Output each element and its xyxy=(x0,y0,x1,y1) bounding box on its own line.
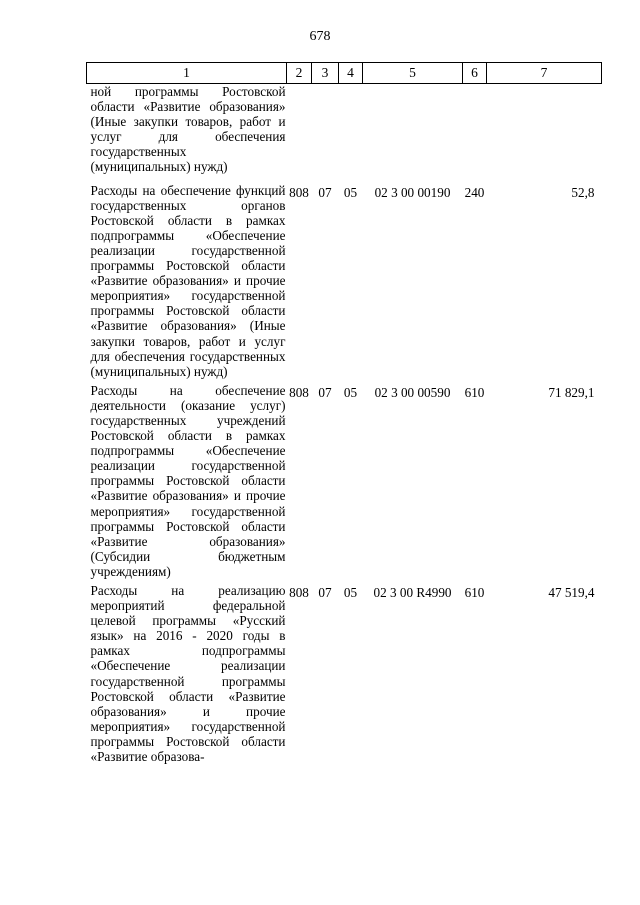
column-header-5: 5 xyxy=(363,63,463,84)
row-expense-type: 610 xyxy=(464,384,485,400)
row-subsection: 05 xyxy=(343,585,358,600)
row-target-code: 02 3 00 R4990 xyxy=(373,585,452,600)
column-header-6: 6 xyxy=(463,63,487,84)
column-header-7: 7 xyxy=(487,63,602,84)
row-section: 07 xyxy=(318,184,332,200)
table-header-row xyxy=(87,63,602,84)
row-amount: 47 519,4 xyxy=(548,585,595,600)
row-amount xyxy=(487,84,602,183)
row-grbs: 808 xyxy=(289,184,309,200)
column-header-1: 1 xyxy=(87,63,287,84)
column-header-3: 3 xyxy=(312,63,339,84)
row-target-code xyxy=(363,84,463,183)
row-section xyxy=(312,84,339,183)
budget-table xyxy=(86,62,602,768)
row-grbs xyxy=(287,84,312,183)
row-description: Расходы на обеспечение функций государственных органов Ростовской области в рамках подпрограммы «Обеспечение реализации государственной программы Ростовской области «Развитие образования» и прочие мероприятия» государственной программы Ростовской области «Развитие образования» (Иные закупки товаров, работ и услуг для обеспечения государственных (муниципальных) нужд) xyxy=(90,182,286,379)
column-header-4: 4 xyxy=(339,63,363,84)
row-amount: 52,8 xyxy=(571,184,595,200)
row-target-code: 02 3 00 00590 xyxy=(374,384,451,400)
row-expense-type xyxy=(463,84,487,183)
row-section: 07 xyxy=(318,384,332,400)
row-description: ной программы Ростовской области «Развитие образования» (Иные закупки товаров, работ и услуг для обеспечения государственных (муниципальных) нужд) xyxy=(90,84,286,175)
row-target-code: 02 3 00 00190 xyxy=(374,184,451,200)
column-header-2: 2 xyxy=(287,63,312,84)
table-row xyxy=(87,583,602,768)
row-subsection: 05 xyxy=(343,184,358,200)
row-amount: 71 829,1 xyxy=(548,384,595,400)
table-row xyxy=(87,383,602,583)
row-grbs: 808 xyxy=(289,384,309,400)
row-expense-type: 240 xyxy=(464,184,485,200)
page-number: 678 xyxy=(309,29,331,44)
table-row xyxy=(87,84,602,183)
row-subsection: 05 xyxy=(343,384,358,400)
row-subsection xyxy=(339,84,363,183)
table-row xyxy=(87,183,602,383)
row-section: 07 xyxy=(318,585,332,600)
row-description: Расходы на обеспечение деятельности (оказание услуг) государственных учреждений Ростовской области в рамках подпрограммы «Обеспечение реализации государственной программы Ростовской области «Развитие образования» и прочие мероприятия» государственной программы Ростовской области «Развитие образования» (Субсидии бюджетным учреждениям) xyxy=(90,382,286,579)
row-description: Расходы на реализацию мероприятий федеральной целевой программы «Русский язык» на 2016 - 2020 годы в рамках подпрограммы «Обеспечение реализации государственной программы Ростовской области «Развитие образования» и прочие мероприятия» государственной программы Ростовской области «Развитие образова- xyxy=(90,583,286,765)
row-expense-type: 610 xyxy=(464,585,485,600)
row-grbs: 808 xyxy=(289,585,309,600)
